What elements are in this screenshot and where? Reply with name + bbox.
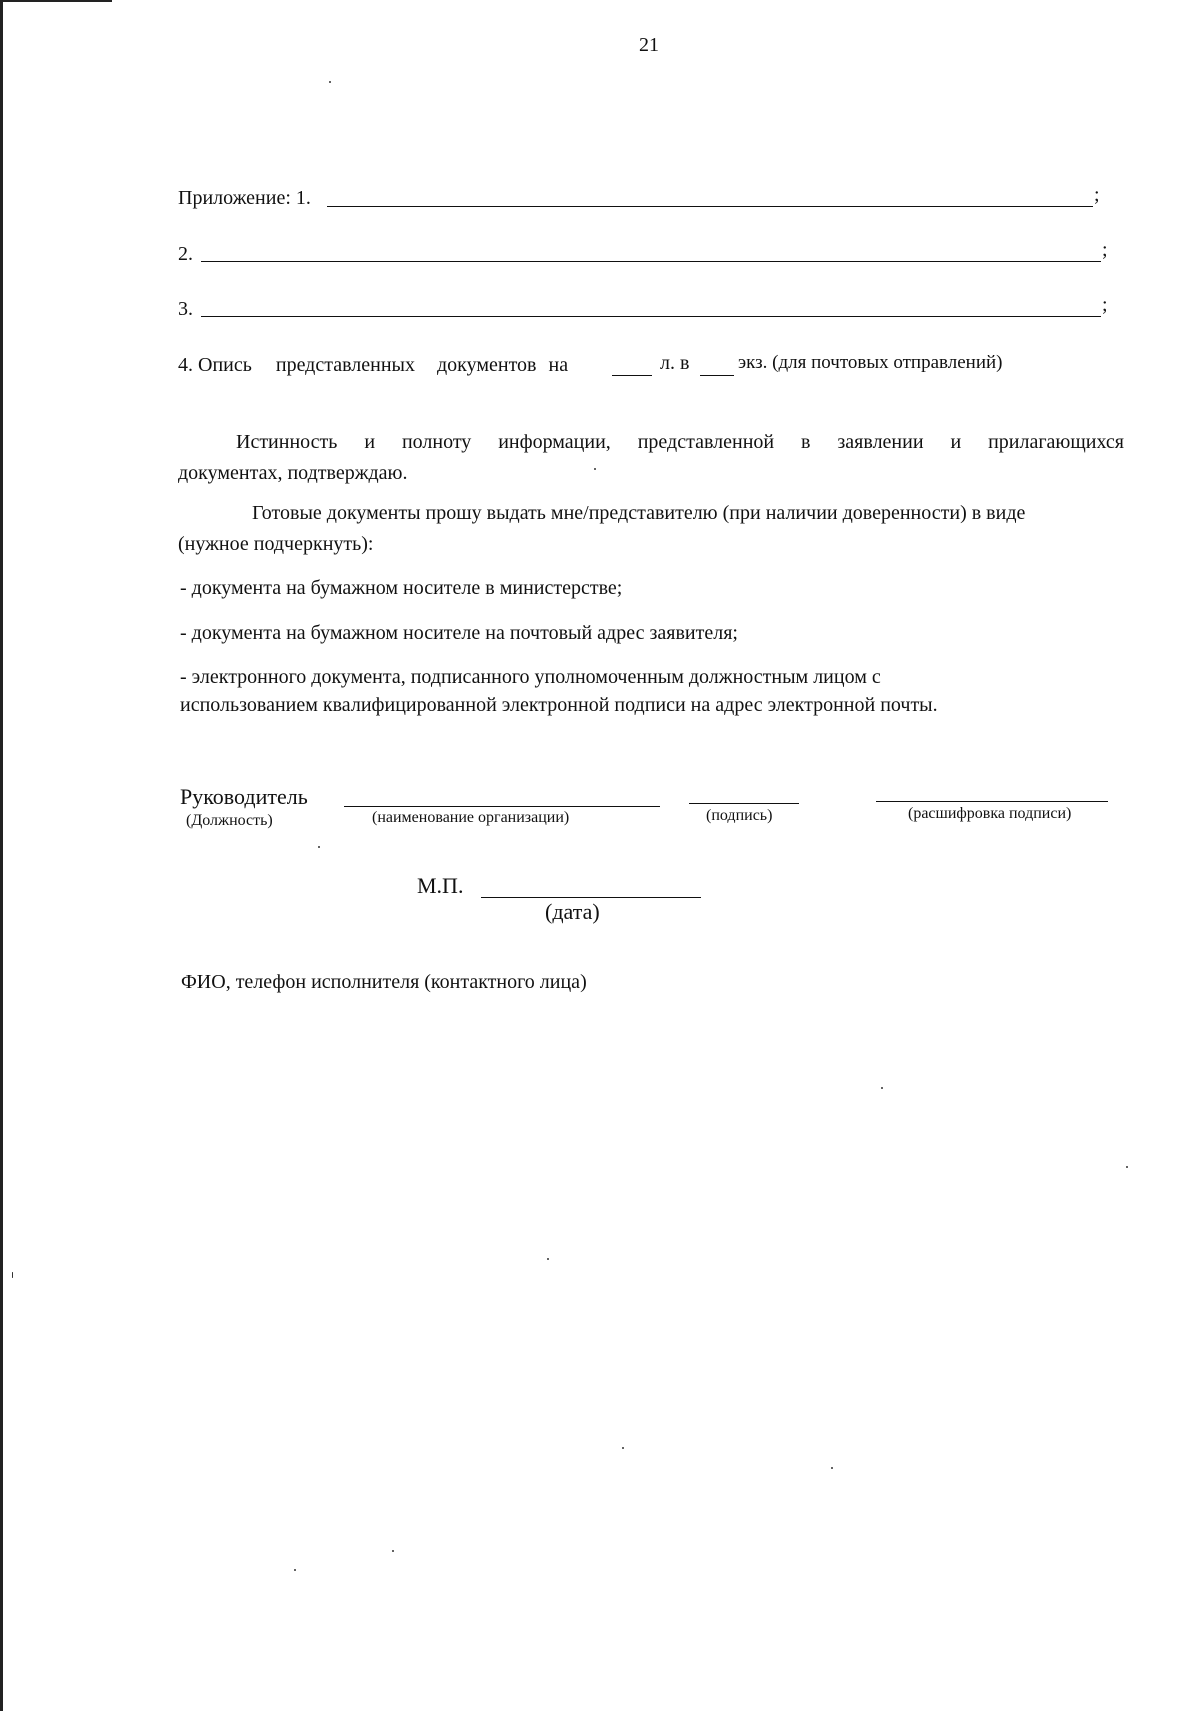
attachment-2-end-mark: ; <box>1102 239 1108 261</box>
attachment-1-field[interactable] <box>327 206 1093 207</box>
inventory-word-4: на <box>548 354 569 376</box>
page-number: 21 <box>639 34 659 56</box>
signature-caption: (подпись) <box>706 807 773 824</box>
confirm-line-2: документах, подтверждаю. <box>178 462 408 484</box>
scan-edge-top <box>0 0 112 2</box>
inventory-word-2: представленных <box>275 354 415 376</box>
confirm-word-2: и <box>364 431 376 453</box>
scan-speck <box>547 1258 549 1260</box>
signature-field[interactable] <box>689 803 799 804</box>
attachment-3-field[interactable] <box>201 316 1101 317</box>
inventory-word-3: документов <box>436 354 537 376</box>
confirm-line-1 <box>236 431 1124 454</box>
scan-speck <box>294 1569 296 1571</box>
sheets-suffix: л. в <box>660 352 690 374</box>
date-caption: (дата) <box>545 899 600 924</box>
delivery-option-paper-post[interactable]: - документа на бумажном носителе на почтовый адрес заявителя; <box>180 622 738 644</box>
position-caption: (Должность) <box>186 812 273 829</box>
scan-speck <box>831 1467 833 1469</box>
delivery-option-electronic-line-1[interactable]: - электронного документа, подписанного уполномоченным должностным лицом с <box>180 666 881 688</box>
organization-name-field[interactable] <box>344 806 660 807</box>
delivery-intro-line-2: (нужное подчеркнуть): <box>178 533 374 555</box>
copies-count-field[interactable] <box>700 375 734 376</box>
stamp-label: М.П. <box>417 873 464 898</box>
confirm-word-9: прилагающихся <box>988 431 1124 453</box>
scan-speck <box>594 468 596 470</box>
scan-speck <box>318 846 320 848</box>
inventory-word-1: 4. Опись <box>178 354 252 376</box>
date-field[interactable] <box>481 897 701 898</box>
attachment-3-number: 3. <box>178 298 193 320</box>
confirm-word-4: информации, <box>498 431 611 453</box>
attachment-2-number: 2. <box>178 243 193 265</box>
delivery-intro-line-1: Готовые документы прошу выдать мне/представителю (при наличии доверенности) в виде <box>252 502 1026 524</box>
contact-person-label: ФИО, телефон исполнителя (контактного лица) <box>181 971 587 993</box>
scan-edge-left <box>0 0 3 1711</box>
attachment-3-end-mark: ; <box>1102 294 1108 316</box>
scan-speck <box>881 1087 883 1089</box>
position-value: Руководитель <box>180 784 308 809</box>
confirm-word-3: полноту <box>401 431 472 453</box>
attachment-2-field[interactable] <box>201 261 1101 262</box>
attachments-label-text: Приложение: <box>178 187 291 209</box>
inventory-line <box>178 354 568 377</box>
confirm-word-7: заявлении <box>837 431 924 453</box>
attachment-1-end-mark: ; <box>1094 184 1100 206</box>
signature-decode-caption: (расшифровка подписи) <box>908 805 1072 822</box>
attachments-label <box>178 187 311 210</box>
confirm-word-6: в <box>801 431 811 453</box>
signature-decode-field[interactable] <box>876 801 1108 802</box>
attachment-1-number: 1. <box>295 187 311 209</box>
scan-speck <box>1126 1166 1128 1168</box>
sheets-count-field[interactable] <box>612 375 652 376</box>
delivery-option-paper-ministry[interactable]: - документа на бумажном носителе в министерстве; <box>180 577 623 599</box>
scan-speck <box>12 1272 13 1278</box>
copies-suffix: экз. (для почтовых отправлений) <box>738 352 1003 373</box>
confirm-word-8: и <box>950 431 962 453</box>
delivery-option-electronic-line-2[interactable]: использованием квалифицированной электронной подписи на адрес электронной почты. <box>180 694 938 716</box>
confirm-word-5: представленной <box>637 431 775 453</box>
confirm-word-1: Истинность <box>236 431 338 453</box>
scan-speck <box>392 1550 394 1552</box>
organization-caption: (наименование организации) <box>372 809 570 826</box>
scan-speck <box>329 81 331 83</box>
scan-speck <box>622 1447 624 1449</box>
